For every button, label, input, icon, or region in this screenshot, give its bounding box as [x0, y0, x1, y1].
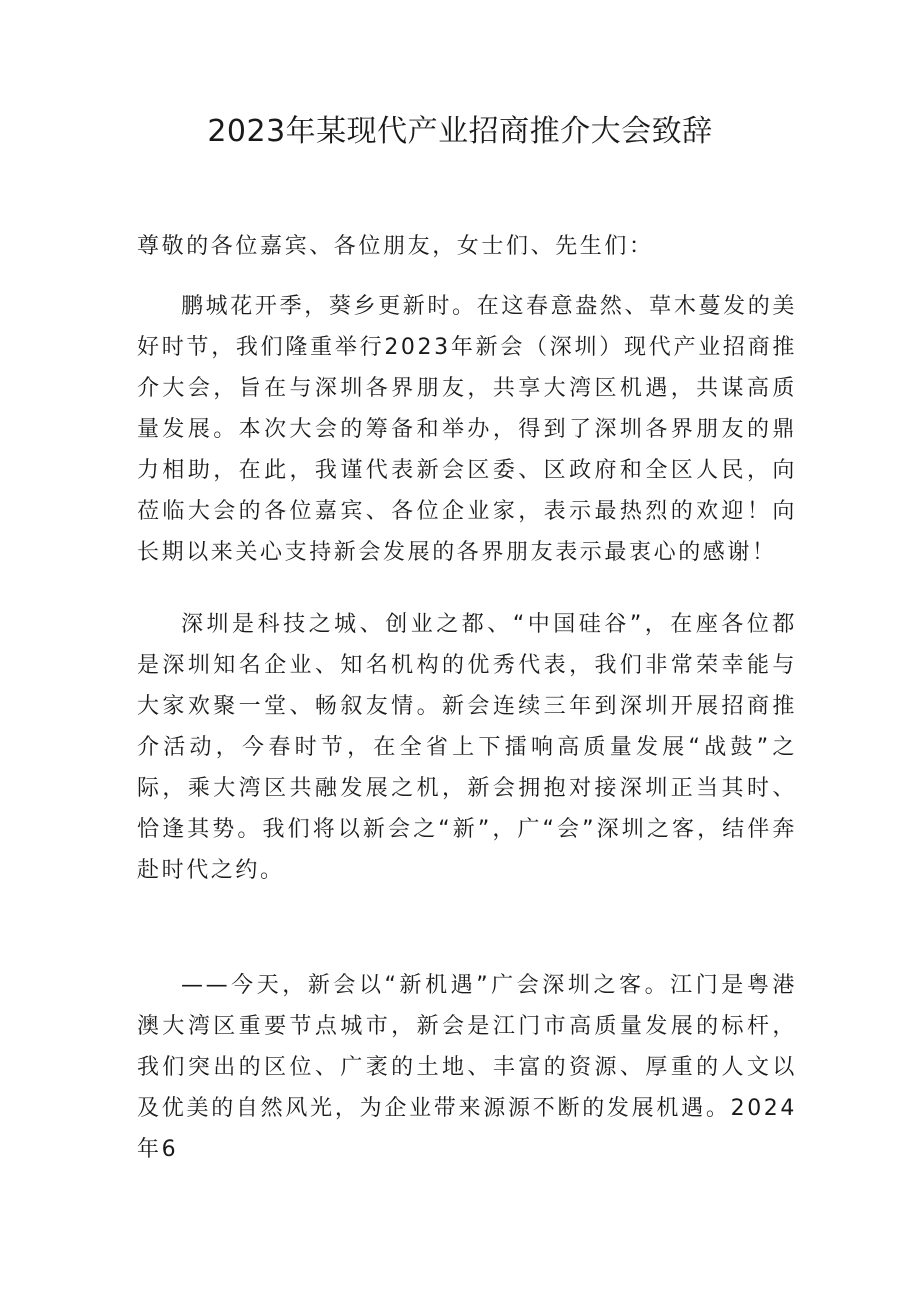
paragraph-2 — [137, 604, 797, 891]
paragraph-text: 深圳是科技之城、创业之都、“中国硅谷”，在座各位都是深圳知名企业、知名机构的优秀代表，我们非常荣幸能与大家欢聚一堂、畅叙友情。新会连续三年到深圳开展招商推介活动，今春时节，在全省上下擂响高质量发展“战鼓”之际，乘大湾区共融发展之机，新会拥抱对接深圳正当其时、恰逢其势。我们将以新会之“新”，广“会”深圳之客，结伴奔赴时代之约。 — [137, 612, 797, 883]
paragraph-3 — [137, 965, 797, 1170]
document-title: 2023年某现代产业招商推介大会致辞 — [207, 114, 713, 149]
paragraph-text: ——今天，新会以“新机遇”广会深圳之客。江门是粤港澳大湾区重要节点城市，新会是江门市高质量发展的标杆，我们突出的区位、广袤的土地、丰富的资源、厚重的人文以及优美的自然风光，为企业带来源源不断的发展机遇。2024年6 — [137, 973, 797, 1162]
salutation: 尊敬的各位嘉宾、各位朋友，女士们、先生们： — [137, 234, 654, 259]
paragraph-text: 鹏城花开季，葵乡更新时。在这春意盎然、草木蔓发的美好时节，我们隆重举行2023年新会（深圳）现代产业招商推介大会，旨在与深圳各界朋友，共享大湾区机遇，共谋高质量发展。本次大会的筹备和举办，得到了深圳各界朋友的鼎力相助，在此，我谨代表新会区委、区政府和全区人民，向莅临大会的各位嘉宾、各位企业家，表示最热烈的欢迎！向长期以来关心支持新会发展的各界朋友表示最衷心的感谢！ — [137, 294, 797, 565]
paragraph-1 — [137, 286, 797, 573]
